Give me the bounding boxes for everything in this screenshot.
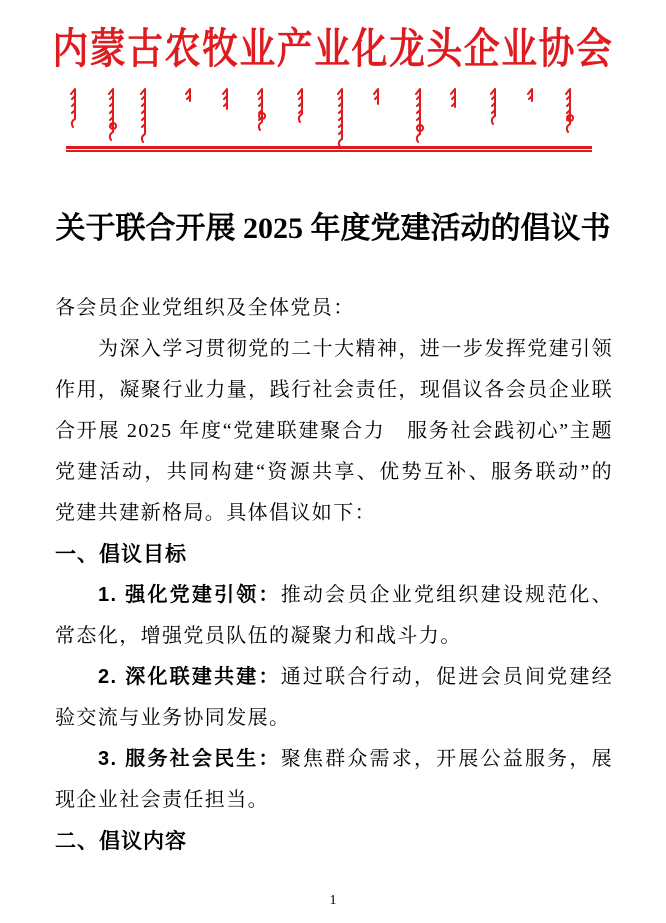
document-text — [55, 288, 613, 862]
org-name: 内蒙古农牧业产业化龙头企业协会 — [52, 27, 614, 73]
item-line — [55, 739, 613, 780]
letterhead-divider — [66, 146, 592, 152]
page-number: 1 — [329, 893, 337, 908]
item-text: 通过联合行动，促进会员间党建经 — [280, 666, 613, 688]
intro-line: 党建活动，共同构建“资源共享、优势互补、服务联动”的 — [55, 461, 613, 483]
intro-line: 党建共建新格局。具体倡议如下： — [55, 502, 376, 524]
item-line: 现企业社会责任担当。 — [55, 789, 269, 811]
section-heading-1: 一、倡议目标 — [55, 543, 187, 566]
salutation: 各会员企业党组织及全体党员： — [55, 297, 355, 319]
intro-line: 合开展 2025 年度“党建联建聚合力 服务社会践初心”主题 — [55, 420, 613, 442]
item-label: 1. 强化党建引领： — [98, 584, 281, 606]
section-heading-2: 二、倡议内容 — [55, 830, 187, 853]
document-title: 关于联合开展 2025 年度党建活动的倡议书 — [55, 212, 611, 245]
item-text: 推动会员企业党组织建设规范化、 — [280, 584, 613, 606]
mongolian-strokes — [71, 89, 573, 147]
intro-line: 作用，凝聚行业力量，践行社会责任，现倡议各会员企业联 — [55, 379, 613, 401]
item-label: 2. 深化联建共建： — [98, 666, 281, 688]
mongolian-script — [0, 88, 666, 154]
intro-line: 为深入学习贯彻党的二十大精神，进一步发挥党建引领 — [98, 338, 613, 360]
item-line — [55, 657, 613, 698]
item-label: 3. 服务社会民生： — [98, 748, 281, 770]
item-line: 常态化，增强党员队伍的凝聚力和战斗力。 — [55, 625, 462, 647]
page-footer — [0, 890, 666, 912]
item-line: 验交流与业务协同发展。 — [55, 707, 291, 729]
item-line — [55, 575, 613, 616]
item-text: 聚焦群众需求，开展公益服务，展 — [280, 748, 613, 770]
